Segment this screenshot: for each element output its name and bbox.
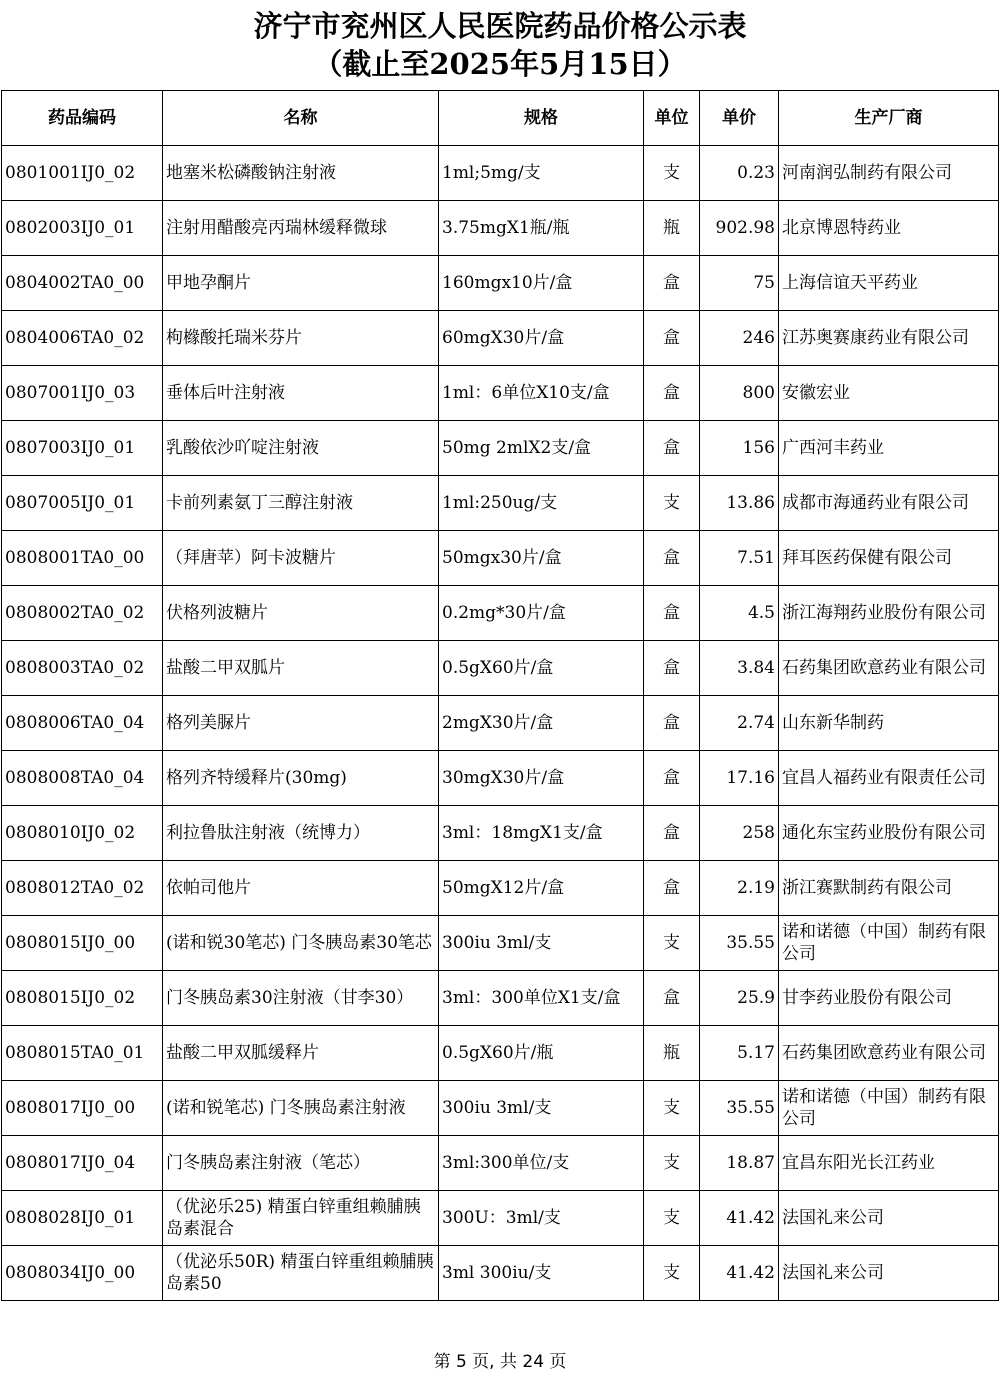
table-row	[2, 696, 999, 751]
cell-manufacturer: 浙江海翔药业股份有限公司	[779, 586, 999, 641]
cell-spec: 3ml:300单位/支	[439, 1136, 644, 1191]
cell-spec: 2mgX30片/盒	[439, 696, 644, 751]
cell-spec: 1ml;5mg/支	[439, 146, 644, 201]
header-manufacturer: 生产厂商	[779, 91, 999, 146]
cell-price: 75	[700, 256, 779, 311]
cell-unit: 盒	[644, 531, 700, 586]
cell-unit: 盒	[644, 366, 700, 421]
cell-code: 0804006TA0_02	[2, 311, 163, 366]
cell-price: 13.86	[700, 476, 779, 531]
cell-price: 3.84	[700, 641, 779, 696]
header-price: 单价	[700, 91, 779, 146]
cell-spec: 160mgx10片/盒	[439, 256, 644, 311]
cell-unit: 瓶	[644, 201, 700, 256]
cell-price: 2.74	[700, 696, 779, 751]
cell-code: 0808015IJ0_02	[2, 971, 163, 1026]
cell-name: 格列齐特缓释片(30mg)	[163, 751, 439, 806]
cell-manufacturer: 拜耳医药保健有限公司	[779, 531, 999, 586]
cell-manufacturer: 诺和诺德（中国）制药有限公司	[779, 916, 999, 971]
cell-spec: 0.5gX60片/瓶	[439, 1026, 644, 1081]
table-row	[2, 1026, 999, 1081]
cell-unit: 盒	[644, 586, 700, 641]
cell-unit: 盒	[644, 806, 700, 861]
table-row	[2, 641, 999, 696]
cell-unit: 支	[644, 1191, 700, 1246]
cell-manufacturer: 河南润弘制药有限公司	[779, 146, 999, 201]
table-row	[2, 1191, 999, 1246]
cell-code: 0808006TA0_04	[2, 696, 163, 751]
table-row	[2, 256, 999, 311]
cell-spec: 50mg 2mlX2支/盒	[439, 421, 644, 476]
page-title: 济宁市兖州区人民医院药品价格公示表	[253, 9, 747, 43]
cell-name: （拜唐苹）阿卡波糖片	[163, 531, 439, 586]
cell-unit: 盒	[644, 421, 700, 476]
table-row	[2, 971, 999, 1026]
cell-spec: 300iu 3ml/支	[439, 916, 644, 971]
cell-manufacturer: 通化东宝药业股份有限公司	[779, 806, 999, 861]
cell-unit: 支	[644, 916, 700, 971]
cell-spec: 3ml：18mgX1支/盒	[439, 806, 644, 861]
cell-unit: 支	[644, 476, 700, 531]
cell-unit: 支	[644, 1246, 700, 1301]
cell-name: 注射用醋酸亮丙瑞林缓释微球	[163, 201, 439, 256]
header-unit: 单位	[644, 91, 700, 146]
table-row	[2, 146, 999, 201]
cell-manufacturer: 宜昌东阳光长江药业	[779, 1136, 999, 1191]
cell-name: 垂体后叶注射液	[163, 366, 439, 421]
cell-manufacturer: 北京博恩特药业	[779, 201, 999, 256]
cell-manufacturer: 广西河丰药业	[779, 421, 999, 476]
cell-name: 门冬胰岛素注射液（笔芯）	[163, 1136, 439, 1191]
table-row	[2, 476, 999, 531]
cell-name: 依帕司他片	[163, 861, 439, 916]
table-row	[2, 1081, 999, 1136]
cell-unit: 支	[644, 146, 700, 201]
cell-unit: 盒	[644, 971, 700, 1026]
cell-name: 卡前列素氨丁三醇注射液	[163, 476, 439, 531]
table-row	[2, 751, 999, 806]
table-row	[2, 1246, 999, 1301]
cell-code: 0807005IJ0_01	[2, 476, 163, 531]
cell-manufacturer: 石药集团欧意药业有限公司	[779, 1026, 999, 1081]
cell-price: 4.5	[700, 586, 779, 641]
cell-price: 35.55	[700, 916, 779, 971]
table-header-row	[2, 91, 999, 146]
cell-manufacturer: 石药集团欧意药业有限公司	[779, 641, 999, 696]
cell-code: 0802003IJ0_01	[2, 201, 163, 256]
cell-name: 伏格列波糖片	[163, 586, 439, 641]
cell-spec: 0.2mg*30片/盒	[439, 586, 644, 641]
cell-name: 甲地孕酮片	[163, 256, 439, 311]
cell-code: 0808034IJ0_00	[2, 1246, 163, 1301]
cell-price: 156	[700, 421, 779, 476]
cell-name: 利拉鲁肽注射液（统博力）	[163, 806, 439, 861]
page-subtitle-date: （截止至2025年5月15日）	[313, 47, 687, 81]
cell-spec: 30mgX30片/盒	[439, 751, 644, 806]
cell-manufacturer: 安徽宏业	[779, 366, 999, 421]
cell-code: 0808015IJ0_00	[2, 916, 163, 971]
cell-name: (诺和锐30笔芯) 门冬胰岛素30笔芯	[163, 916, 439, 971]
cell-unit: 支	[644, 1081, 700, 1136]
table-row	[2, 311, 999, 366]
cell-spec: 50mgx30片/盒	[439, 531, 644, 586]
cell-price: 25.9	[700, 971, 779, 1026]
cell-price: 41.42	[700, 1191, 779, 1246]
cell-price: 246	[700, 311, 779, 366]
cell-manufacturer: 宜昌人福药业有限责任公司	[779, 751, 999, 806]
cell-manufacturer: 甘李药业股份有限公司	[779, 971, 999, 1026]
table-row	[2, 366, 999, 421]
cell-spec: 60mgX30片/盒	[439, 311, 644, 366]
table-row	[2, 201, 999, 256]
cell-price: 258	[700, 806, 779, 861]
table-row	[2, 531, 999, 586]
cell-unit: 盒	[644, 641, 700, 696]
cell-code: 0807001IJ0_03	[2, 366, 163, 421]
cell-spec: 300U：3ml/支	[439, 1191, 644, 1246]
table-body	[2, 146, 999, 1301]
cell-manufacturer: 上海信谊天平药业	[779, 256, 999, 311]
cell-code: 0808001TA0_00	[2, 531, 163, 586]
table-row	[2, 861, 999, 916]
cell-manufacturer: 山东新华制药	[779, 696, 999, 751]
cell-name: 门冬胰岛素30注射液（甘李30）	[163, 971, 439, 1026]
cell-code: 0808012TA0_02	[2, 861, 163, 916]
cell-unit: 支	[644, 1136, 700, 1191]
cell-spec: 50mgX12片/盒	[439, 861, 644, 916]
cell-name: （优泌乐50R) 精蛋白锌重组赖脯胰岛素50	[163, 1246, 439, 1301]
cell-name: 盐酸二甲双胍缓释片	[163, 1026, 439, 1081]
table-row	[2, 916, 999, 971]
cell-price: 41.42	[700, 1246, 779, 1301]
cell-code: 0801001IJ0_02	[2, 146, 163, 201]
cell-name: (诺和锐笔芯) 门冬胰岛素注射液	[163, 1081, 439, 1136]
cell-name: 格列美脲片	[163, 696, 439, 751]
cell-price: 0.23	[700, 146, 779, 201]
table-row	[2, 586, 999, 641]
cell-unit: 瓶	[644, 1026, 700, 1081]
cell-price: 7.51	[700, 531, 779, 586]
cell-manufacturer: 江苏奥赛康药业有限公司	[779, 311, 999, 366]
cell-unit: 盒	[644, 256, 700, 311]
drug-price-table	[1, 90, 999, 1301]
cell-code: 0808003TA0_02	[2, 641, 163, 696]
cell-price: 800	[700, 366, 779, 421]
cell-unit: 盒	[644, 861, 700, 916]
cell-spec: 300iu 3ml/支	[439, 1081, 644, 1136]
cell-price: 18.87	[700, 1136, 779, 1191]
cell-code: 0807003IJ0_01	[2, 421, 163, 476]
cell-manufacturer: 诺和诺德（中国）制药有限公司	[779, 1081, 999, 1136]
cell-code: 0808017IJ0_04	[2, 1136, 163, 1191]
cell-spec: 3ml：300单位X1支/盒	[439, 971, 644, 1026]
cell-price: 17.16	[700, 751, 779, 806]
cell-name: 乳酸依沙吖啶注射液	[163, 421, 439, 476]
cell-name: 盐酸二甲双胍片	[163, 641, 439, 696]
page-number: 第 5 页, 共 24 页	[433, 1352, 567, 1372]
cell-price: 5.17	[700, 1026, 779, 1081]
cell-code: 0804002TA0_00	[2, 256, 163, 311]
cell-manufacturer: 成都市海通药业有限公司	[779, 476, 999, 531]
table-row	[2, 806, 999, 861]
header-code: 药品编码	[2, 91, 163, 146]
cell-code: 0808017IJ0_00	[2, 1081, 163, 1136]
cell-unit: 盒	[644, 696, 700, 751]
cell-manufacturer: 浙江赛默制药有限公司	[779, 861, 999, 916]
header-spec: 规格	[439, 91, 644, 146]
cell-manufacturer: 法国礼来公司	[779, 1246, 999, 1301]
cell-code: 0808008TA0_04	[2, 751, 163, 806]
header-name: 名称	[163, 91, 439, 146]
cell-name: 枸橼酸托瑞米芬片	[163, 311, 439, 366]
table-row	[2, 1136, 999, 1191]
cell-spec: 3ml 300iu/支	[439, 1246, 644, 1301]
cell-unit: 盒	[644, 751, 700, 806]
cell-spec: 1ml：6单位X10支/盒	[439, 366, 644, 421]
table-row	[2, 421, 999, 476]
cell-unit: 盒	[644, 311, 700, 366]
cell-price: 2.19	[700, 861, 779, 916]
cell-spec: 1ml:250ug/支	[439, 476, 644, 531]
cell-price: 902.98	[700, 201, 779, 256]
cell-name: （优泌乐25) 精蛋白锌重组赖脯胰岛素混合	[163, 1191, 439, 1246]
cell-code: 0808028IJ0_01	[2, 1191, 163, 1246]
cell-code: 0808002TA0_02	[2, 586, 163, 641]
cell-manufacturer: 法国礼来公司	[779, 1191, 999, 1246]
cell-code: 0808010IJ0_02	[2, 806, 163, 861]
cell-spec: 0.5gX60片/盒	[439, 641, 644, 696]
cell-code: 0808015TA0_01	[2, 1026, 163, 1081]
cell-price: 35.55	[700, 1081, 779, 1136]
cell-spec: 3.75mgX1瓶/瓶	[439, 201, 644, 256]
cell-name: 地塞米松磷酸钠注射液	[163, 146, 439, 201]
